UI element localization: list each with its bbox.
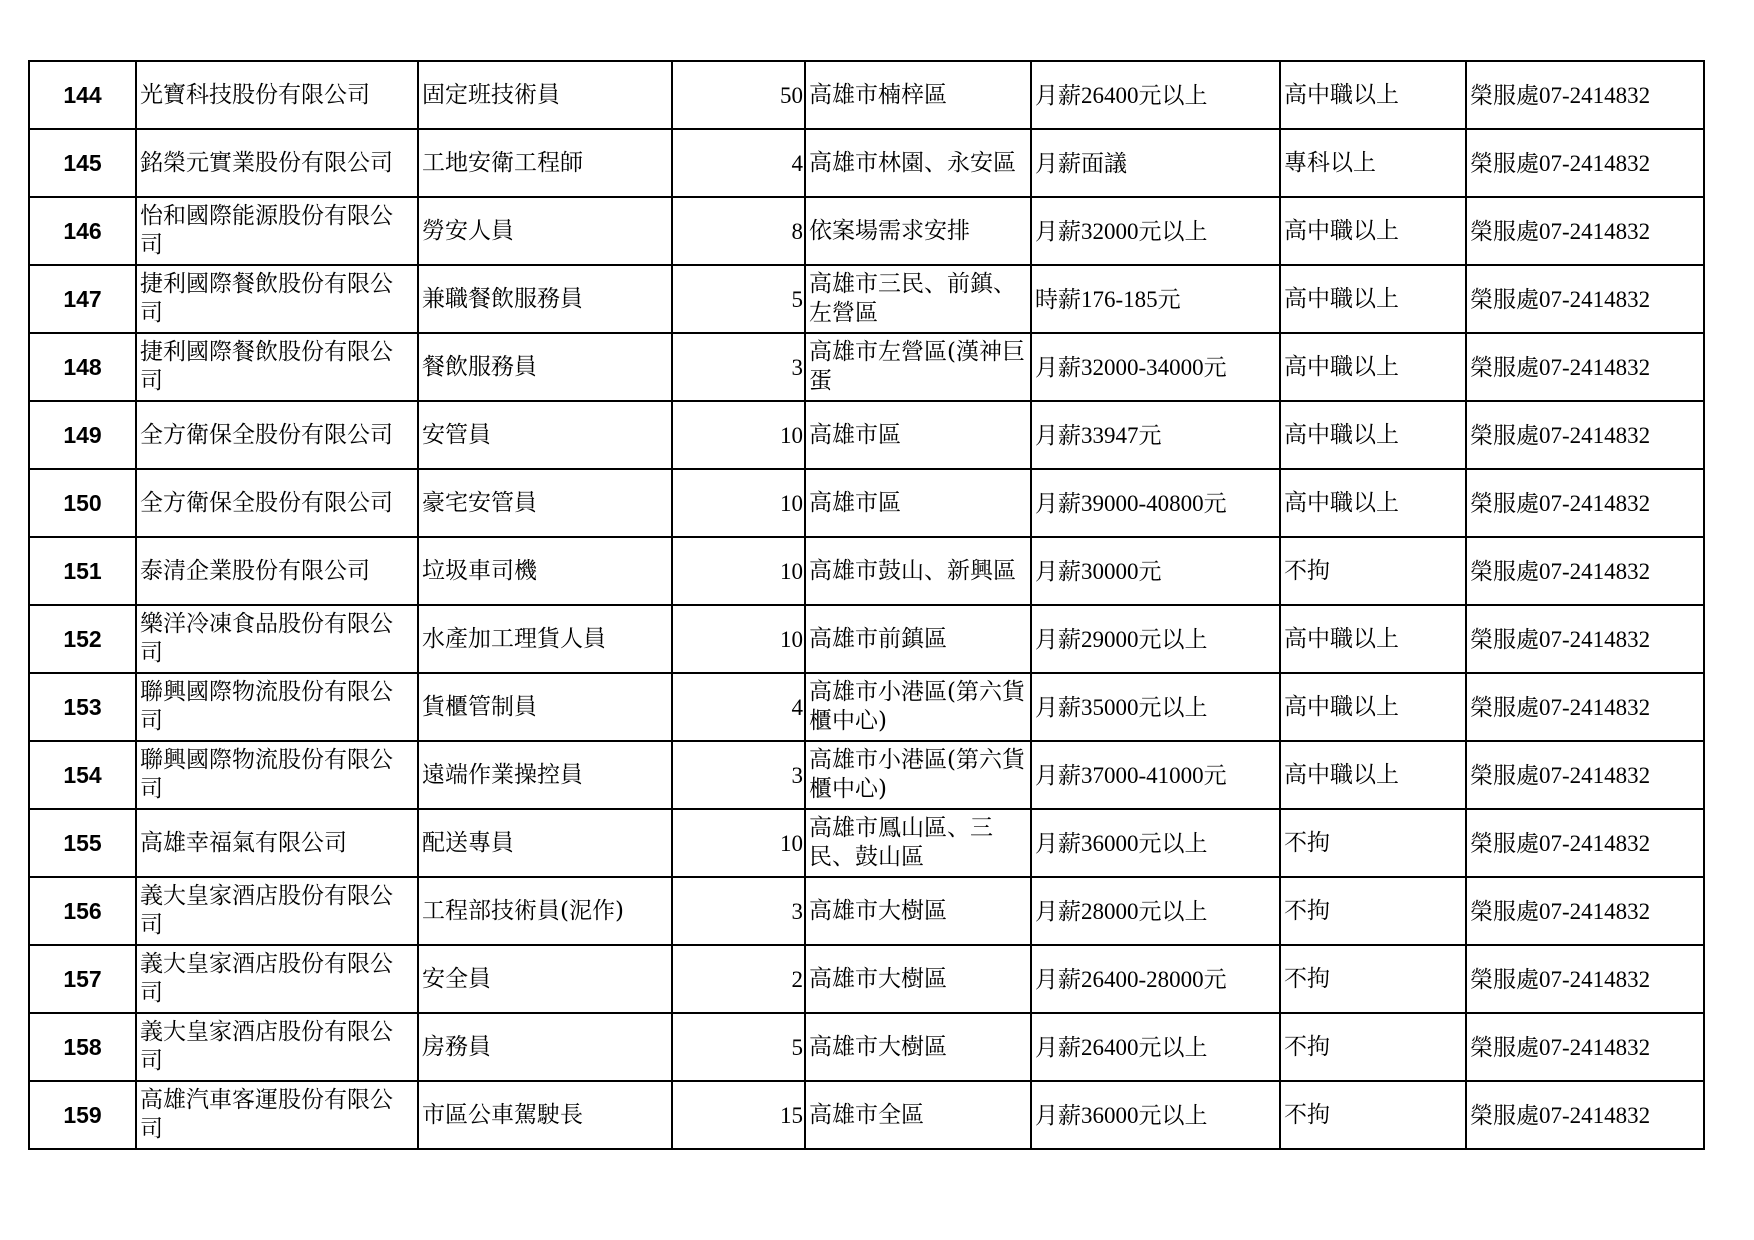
education-requirement-cell: 高中職以上 [1280, 401, 1466, 469]
table-row [29, 741, 1704, 809]
company-name-cell: 義大皇家酒店股份有限公司 [136, 945, 418, 1013]
education-requirement-cell: 不拘 [1280, 809, 1466, 877]
education-requirement-cell: 不拘 [1280, 1013, 1466, 1081]
salary-cell: 時薪176-185元 [1031, 265, 1280, 333]
job-rows [29, 61, 1704, 1149]
salary-cell: 月薪32000元以上 [1031, 197, 1280, 265]
table-row [29, 129, 1704, 197]
education-requirement-cell: 高中職以上 [1280, 673, 1466, 741]
contact-info-cell: 榮服處07-2414832 [1466, 61, 1704, 129]
table-row [29, 61, 1704, 129]
opening-count-cell: 3 [672, 741, 805, 809]
company-name-cell: 捷利國際餐飲股份有限公司 [136, 265, 418, 333]
job-listing-table [28, 60, 1705, 1150]
job-title-cell: 固定班技術員 [418, 61, 672, 129]
job-title-cell: 市區公車駕駛長 [418, 1081, 672, 1149]
education-requirement-cell: 高中職以上 [1280, 197, 1466, 265]
opening-count-cell: 2 [672, 945, 805, 1013]
row-number-cell: 149 [29, 401, 136, 469]
salary-cell: 月薪28000元以上 [1031, 877, 1280, 945]
education-requirement-cell: 不拘 [1280, 1081, 1466, 1149]
table-row [29, 945, 1704, 1013]
salary-cell: 月薪35000元以上 [1031, 673, 1280, 741]
job-title-cell: 兼職餐飲服務員 [418, 265, 672, 333]
opening-count-cell: 10 [672, 605, 805, 673]
table-row [29, 537, 1704, 605]
education-requirement-cell: 高中職以上 [1280, 741, 1466, 809]
work-location-cell: 高雄市鳳山區、三民、鼓山區 [805, 809, 1031, 877]
work-location-cell: 高雄市林園、永安區 [805, 129, 1031, 197]
education-requirement-cell: 不拘 [1280, 945, 1466, 1013]
opening-count-cell: 50 [672, 61, 805, 129]
salary-cell: 月薪30000元 [1031, 537, 1280, 605]
job-title-cell: 安全員 [418, 945, 672, 1013]
contact-info-cell: 榮服處07-2414832 [1466, 877, 1704, 945]
job-listing-sheet [28, 60, 1705, 1150]
education-requirement-cell: 高中職以上 [1280, 333, 1466, 401]
row-number-cell: 154 [29, 741, 136, 809]
work-location-cell: 高雄市左營區(漢神巨蛋 [805, 333, 1031, 401]
job-title-cell: 水產加工理貨人員 [418, 605, 672, 673]
job-title-cell: 安管員 [418, 401, 672, 469]
salary-cell: 月薪26400元以上 [1031, 1013, 1280, 1081]
work-location-cell: 高雄市大樹區 [805, 945, 1031, 1013]
opening-count-cell: 5 [672, 265, 805, 333]
opening-count-cell: 10 [672, 537, 805, 605]
table-row [29, 469, 1704, 537]
opening-count-cell: 3 [672, 877, 805, 945]
table-row [29, 1081, 1704, 1149]
work-location-cell: 依案場需求安排 [805, 197, 1031, 265]
contact-info-cell: 榮服處07-2414832 [1466, 809, 1704, 877]
row-number-cell: 150 [29, 469, 136, 537]
row-number-cell: 153 [29, 673, 136, 741]
opening-count-cell: 10 [672, 401, 805, 469]
work-location-cell: 高雄市鼓山、新興區 [805, 537, 1031, 605]
company-name-cell: 全方衛保全股份有限公司 [136, 401, 418, 469]
work-location-cell: 高雄市小港區(第六貨櫃中心) [805, 741, 1031, 809]
row-number-cell: 145 [29, 129, 136, 197]
company-name-cell: 泰清企業股份有限公司 [136, 537, 418, 605]
row-number-cell: 152 [29, 605, 136, 673]
education-requirement-cell: 專科以上 [1280, 129, 1466, 197]
row-number-cell: 156 [29, 877, 136, 945]
contact-info-cell: 榮服處07-2414832 [1466, 129, 1704, 197]
salary-cell: 月薪39000-40800元 [1031, 469, 1280, 537]
work-location-cell: 高雄市全區 [805, 1081, 1031, 1149]
contact-info-cell: 榮服處07-2414832 [1466, 401, 1704, 469]
row-number-cell: 144 [29, 61, 136, 129]
row-number-cell: 159 [29, 1081, 136, 1149]
table-row [29, 673, 1704, 741]
job-title-cell: 房務員 [418, 1013, 672, 1081]
contact-info-cell: 榮服處07-2414832 [1466, 1081, 1704, 1149]
contact-info-cell: 榮服處07-2414832 [1466, 265, 1704, 333]
row-number-cell: 147 [29, 265, 136, 333]
row-number-cell: 148 [29, 333, 136, 401]
table-row [29, 197, 1704, 265]
company-name-cell: 義大皇家酒店股份有限公司 [136, 1013, 418, 1081]
opening-count-cell: 4 [672, 673, 805, 741]
work-location-cell: 高雄市區 [805, 469, 1031, 537]
company-name-cell: 銘榮元實業股份有限公司 [136, 129, 418, 197]
contact-info-cell: 榮服處07-2414832 [1466, 469, 1704, 537]
work-location-cell: 高雄市大樹區 [805, 1013, 1031, 1081]
contact-info-cell: 榮服處07-2414832 [1466, 673, 1704, 741]
table-row [29, 809, 1704, 877]
salary-cell: 月薪33947元 [1031, 401, 1280, 469]
contact-info-cell: 榮服處07-2414832 [1466, 333, 1704, 401]
salary-cell: 月薪37000-41000元 [1031, 741, 1280, 809]
company-name-cell: 高雄幸福氣有限公司 [136, 809, 418, 877]
company-name-cell: 樂洋冷凍食品股份有限公司 [136, 605, 418, 673]
education-requirement-cell: 高中職以上 [1280, 61, 1466, 129]
job-title-cell: 工程部技術員(泥作) [418, 877, 672, 945]
company-name-cell: 全方衛保全股份有限公司 [136, 469, 418, 537]
work-location-cell: 高雄市三民、前鎮、左營區 [805, 265, 1031, 333]
company-name-cell: 義大皇家酒店股份有限公司 [136, 877, 418, 945]
opening-count-cell: 8 [672, 197, 805, 265]
opening-count-cell: 15 [672, 1081, 805, 1149]
education-requirement-cell: 不拘 [1280, 537, 1466, 605]
work-location-cell: 高雄市大樹區 [805, 877, 1031, 945]
contact-info-cell: 榮服處07-2414832 [1466, 605, 1704, 673]
salary-cell: 月薪26400元以上 [1031, 61, 1280, 129]
company-name-cell: 怡和國際能源股份有限公司 [136, 197, 418, 265]
contact-info-cell: 榮服處07-2414832 [1466, 945, 1704, 1013]
contact-info-cell: 榮服處07-2414832 [1466, 1013, 1704, 1081]
salary-cell: 月薪面議 [1031, 129, 1280, 197]
job-title-cell: 貨櫃管制員 [418, 673, 672, 741]
row-number-cell: 146 [29, 197, 136, 265]
row-number-cell: 151 [29, 537, 136, 605]
contact-info-cell: 榮服處07-2414832 [1466, 197, 1704, 265]
table-row [29, 605, 1704, 673]
company-name-cell: 聯興國際物流股份有限公司 [136, 741, 418, 809]
table-row [29, 265, 1704, 333]
job-title-cell: 工地安衛工程師 [418, 129, 672, 197]
education-requirement-cell: 高中職以上 [1280, 265, 1466, 333]
salary-cell: 月薪32000-34000元 [1031, 333, 1280, 401]
opening-count-cell: 4 [672, 129, 805, 197]
company-name-cell: 聯興國際物流股份有限公司 [136, 673, 418, 741]
opening-count-cell: 10 [672, 469, 805, 537]
table-row [29, 333, 1704, 401]
work-location-cell: 高雄市小港區(第六貨櫃中心) [805, 673, 1031, 741]
salary-cell: 月薪29000元以上 [1031, 605, 1280, 673]
opening-count-cell: 10 [672, 809, 805, 877]
job-title-cell: 垃圾車司機 [418, 537, 672, 605]
row-number-cell: 155 [29, 809, 136, 877]
work-location-cell: 高雄市區 [805, 401, 1031, 469]
table-row [29, 1013, 1704, 1081]
contact-info-cell: 榮服處07-2414832 [1466, 537, 1704, 605]
row-number-cell: 158 [29, 1013, 136, 1081]
company-name-cell: 高雄汽車客運股份有限公司 [136, 1081, 418, 1149]
job-title-cell: 遠端作業操控員 [418, 741, 672, 809]
salary-cell: 月薪36000元以上 [1031, 1081, 1280, 1149]
education-requirement-cell: 不拘 [1280, 877, 1466, 945]
work-location-cell: 高雄市楠梓區 [805, 61, 1031, 129]
education-requirement-cell: 高中職以上 [1280, 469, 1466, 537]
job-title-cell: 配送專員 [418, 809, 672, 877]
opening-count-cell: 3 [672, 333, 805, 401]
table-row [29, 877, 1704, 945]
work-location-cell: 高雄市前鎮區 [805, 605, 1031, 673]
company-name-cell: 捷利國際餐飲股份有限公司 [136, 333, 418, 401]
job-title-cell: 豪宅安管員 [418, 469, 672, 537]
row-number-cell: 157 [29, 945, 136, 1013]
opening-count-cell: 5 [672, 1013, 805, 1081]
education-requirement-cell: 高中職以上 [1280, 605, 1466, 673]
job-title-cell: 餐飲服務員 [418, 333, 672, 401]
company-name-cell: 光寶科技股份有限公司 [136, 61, 418, 129]
table-row [29, 401, 1704, 469]
salary-cell: 月薪26400-28000元 [1031, 945, 1280, 1013]
contact-info-cell: 榮服處07-2414832 [1466, 741, 1704, 809]
job-title-cell: 勞安人員 [418, 197, 672, 265]
salary-cell: 月薪36000元以上 [1031, 809, 1280, 877]
